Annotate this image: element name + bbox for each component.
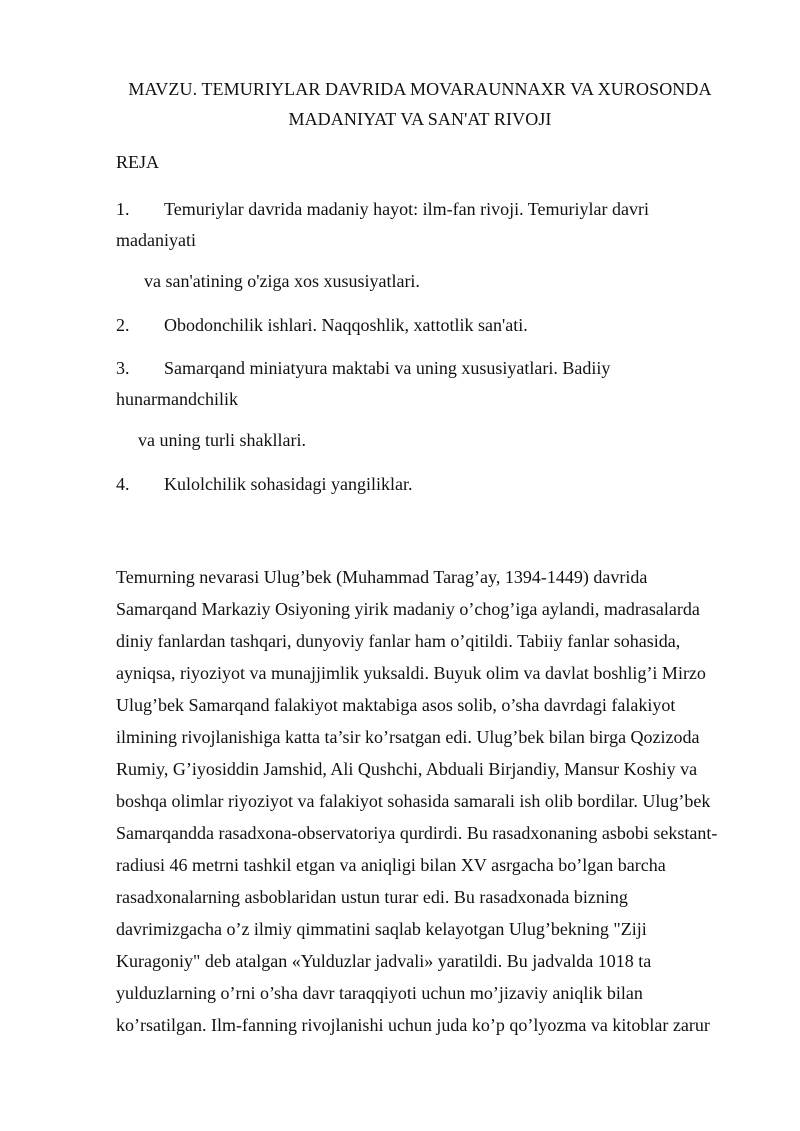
plan-item-text: Temuriylar davrida madaniy hayot: ilm-fan rivoji. Temuriylar davri	[164, 199, 649, 219]
paragraph-line: Samarqand Markaziy Osiyoning yirik madaniy o’chog’iga aylandi, madrasalarda	[116, 599, 700, 619]
plan-item-text: Kulolchilik sohasidagi yangiliklar.	[164, 474, 413, 494]
title-line: MADANIYAT VA SAN'AT RIVOJI	[288, 109, 552, 129]
plan-item-2	[0, 313, 800, 337]
document-title	[100, 74, 740, 134]
paragraph-line: ilmining rivojlanishiga katta ta’sir ko’rsatgan edi. Ulug’bek bilan birga Qozizoda	[116, 727, 700, 747]
plan-item-continuation: va san'atining o'ziga xos xususiyatlari.	[144, 271, 420, 291]
plan-item-number: 1.	[116, 199, 130, 219]
paragraph-line: ko’rsatilgan. Ilm-fanning rivojlanishi uchun juda ko’p qo’lyozma va kitoblar zarur	[116, 1015, 710, 1035]
paragraph-line: yulduzlarning o’rni o’sha davr taraqqiyoti uchun mo’jizaviy aniqlik bilan	[116, 983, 643, 1003]
paragraph-line: Temurning nevarasi Ulug’bek (Muhammad Tarag’ay, 1394-1449) davrida	[116, 567, 648, 587]
plan-heading: REJA	[116, 152, 160, 172]
plan-item-3	[0, 356, 800, 380]
plan-item-continuation: va uning turli shakllari.	[138, 430, 306, 450]
plan-item-wrap: hunarmandchilik	[116, 389, 238, 409]
paragraph-line: boshqa olimlar riyoziyot va falakiyot sohasida samarali ish olib bordilar. Ulug’bek	[116, 791, 711, 811]
paragraph-line: Kuragoniy" deb atalgan «Yulduzlar jadvali» yaratildi. Bu jadvalda 1018 ta	[116, 951, 652, 971]
plan-item-text: Obodonchilik ishlari. Naqqoshlik, xattotlik san'ati.	[164, 315, 528, 335]
paragraph-line: ayniqsa, riyoziyot va munajjimlik yuksaldi. Buyuk olim va davlat boshlig’i Mirzo	[116, 663, 706, 683]
plan-item-number: 3.	[116, 358, 130, 378]
paragraph-line: rasadxonalarning asboblaridan ustun turar edi. Bu rasadxonada bizning	[116, 887, 628, 907]
paragraph-line: davrimizgacha o’z ilmiy qimmatini saqlab kelayotgan Ulug’bekning "Ziji	[116, 919, 647, 939]
plan-item-1	[0, 197, 800, 221]
body-paragraph	[116, 561, 746, 1041]
title-line: MAVZU. TEMURIYLAR DAVRIDA MOVARAUNNAXR VA XUROSONDA	[128, 79, 712, 99]
plan-item-number: 4.	[116, 474, 130, 494]
paragraph-line: radiusi 46 metrni tashkil etgan va aniqligi bilan XV asrgacha bo’lgan barcha	[116, 855, 666, 875]
paragraph-line: Rumiy, G’iyosiddin Jamshid, Ali Qushchi, Abduali Birjandiy, Mansur Koshiy va	[116, 759, 698, 779]
plan-item-number: 2.	[116, 315, 130, 335]
paragraph-line: diniy fanlardan tashqari, dunyoviy fanlar ham o’qitildi. Tabiiy fanlar sohasida,	[116, 631, 681, 651]
paragraph-line: Ulug’bek Samarqand falakiyot maktabiga asos solib, o’sha davrdagi falakiyot	[116, 695, 676, 715]
paragraph-line: Samarqandda rasadxona-observatoriya qurdirdi. Bu rasadxonaning asbobi sekstant-	[116, 823, 718, 843]
plan-item-text: Samarqand miniatyura maktabi va uning xususiyatlari. Badiiy	[164, 358, 611, 378]
plan-item-4	[0, 472, 800, 496]
plan-item-wrap: madaniyati	[116, 230, 196, 250]
